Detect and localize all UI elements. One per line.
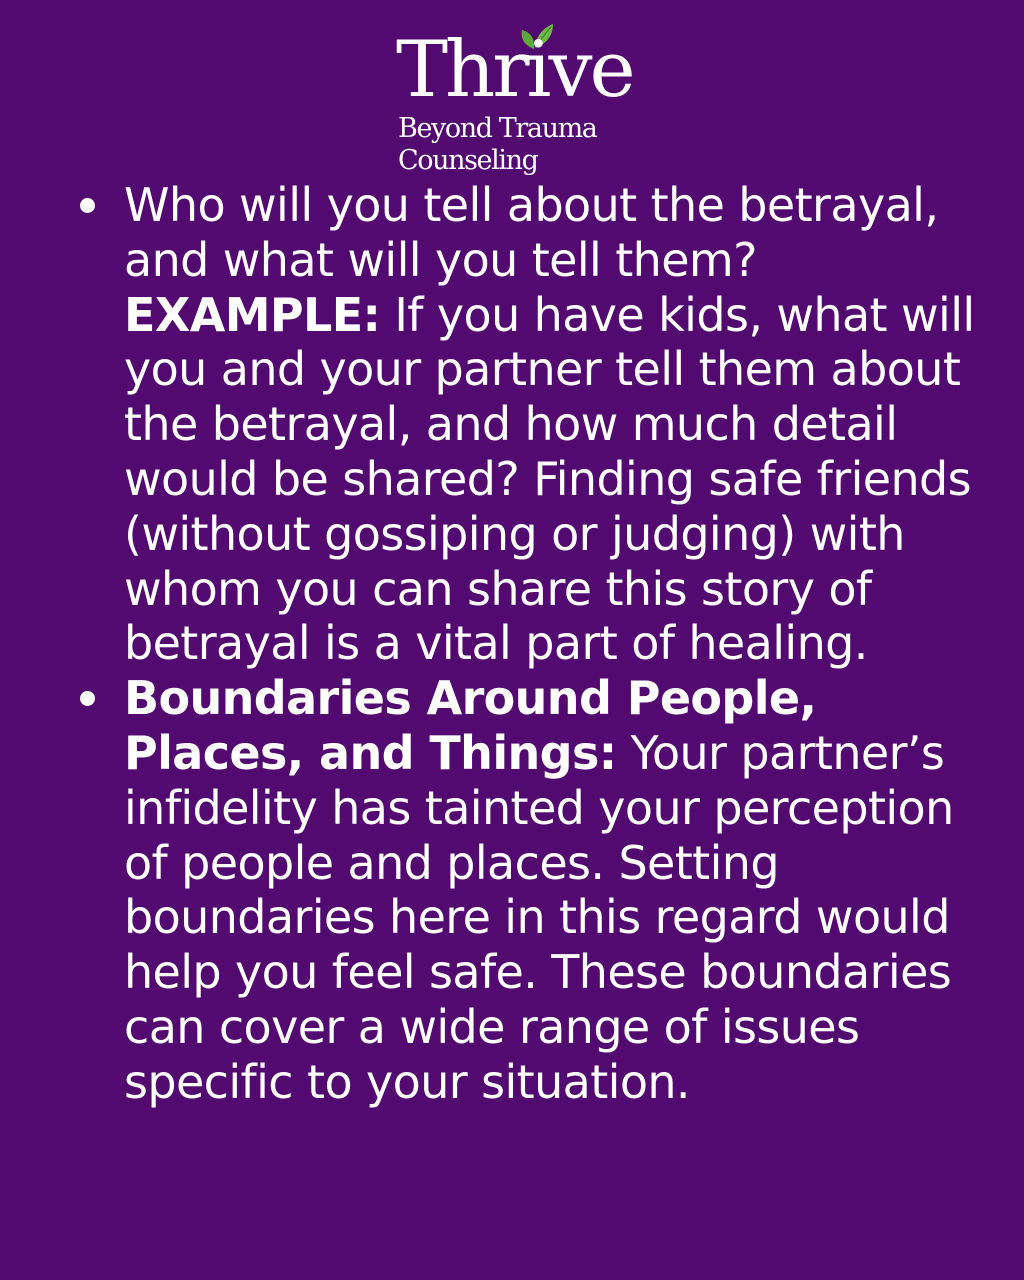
bullet-bold-label: Boundaries Around People, Places, and Things: xyxy=(124,671,817,780)
bullet-list xyxy=(76,178,1006,1110)
bullet-bold-label: EXAMPLE: xyxy=(124,287,381,342)
bullet-dot-icon xyxy=(80,198,95,213)
bullet-dot-icon xyxy=(80,691,95,706)
bullet-item-tell xyxy=(76,178,1006,671)
logo-subtitle-line-2: Counseling xyxy=(398,145,538,176)
bullet-body-text: Your partner’s infidelity has tainted your perception of people and places. Setting boundaries here in this regard would help you feel safe. These boundaries can cover a wide range of issues specific to your situation. xyxy=(124,725,954,1109)
logo xyxy=(396,22,636,176)
bullet-item-boundaries xyxy=(76,671,1006,1109)
bullet-body-text: If you have kids, what will you and your partner tell them about the betrayal, and how much detail would be shared? Finding safe friends (without gossiping or judging) with whom you can share this story of betrayal is a vital part of healing. xyxy=(124,287,975,671)
logo-title: Thrive xyxy=(396,25,633,115)
bullet-lead-text: Who will you tell about the betrayal, and what will you tell them? xyxy=(124,178,939,287)
logo-subtitle-line-1: Beyond Trauma xyxy=(398,113,597,144)
